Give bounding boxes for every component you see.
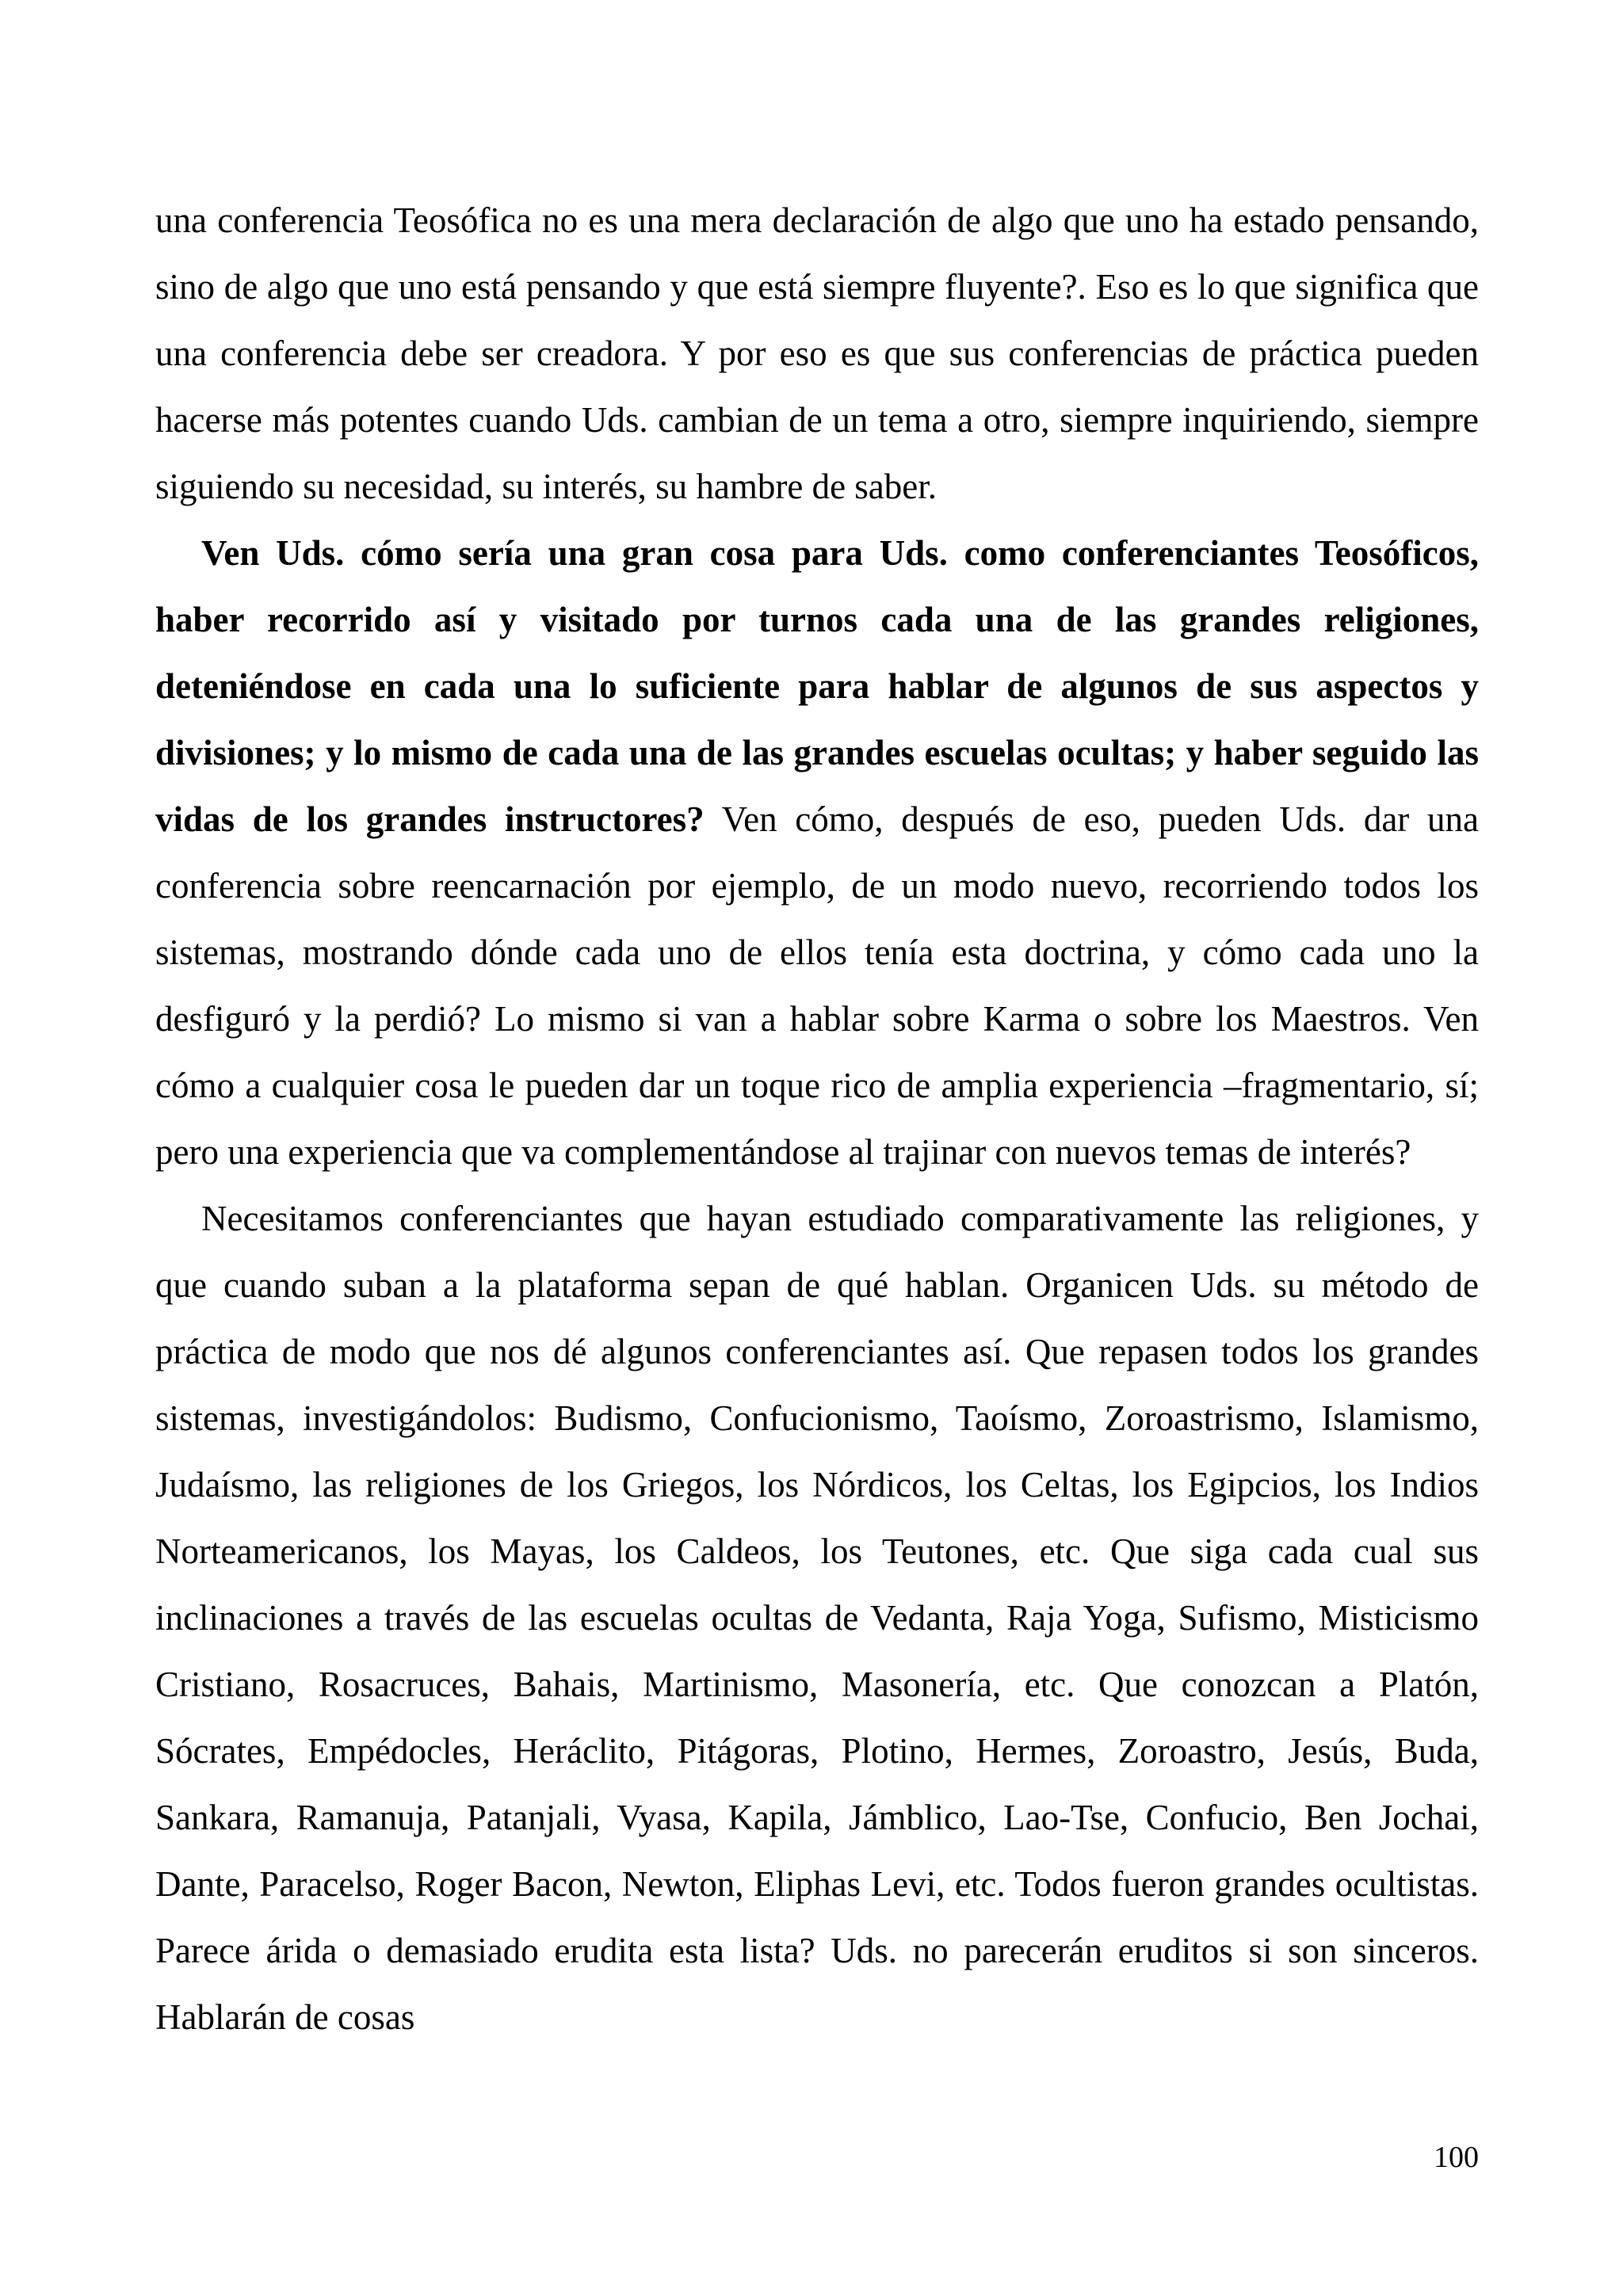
paragraph-2-text: Ven cómo, después de eso, pueden Uds. dar una conferencia sobre reencarnación por ejemplo, de un modo nuevo, recorriendo todos los sistemas, mostrando dónde cada uno de ellos tenía esta doctrina, y cómo cada uno la desfiguró y la perdió? Lo mismo si van a hablar sobre Karma o sobre los Maestros. Ven cómo a cualquier cosa le pueden dar un toque rico de amplia experiencia –fragmentario, sí; pero una experiencia que va complementándose al trajinar con nuevos temas de interés?: [155, 799, 1479, 1172]
paragraph-1: una conferencia Teosófica no es una mera declaración de algo que uno ha estado pensando, sino de algo que uno está pensando y que está siempre fluyente?. Eso es lo que significa que una conferencia debe ser creadora. Y por eso es que sus conferencias de práctica pueden hacerse más potentes cuando Uds. cambian de un tema a otro, siempre inquiriendo, siempre siguiendo su necesidad, su interés, su hambre de saber.: [155, 200, 1479, 506]
paragraph-3: Necesitamos conferenciantes que hayan estudiado comparativamente las religiones, y que cuando suban a la plataforma sepan de qué hablan. Organicen Uds. su método de práctica de modo que nos dé algunos conferenciantes así. Que repasen todos los grandes sistemas, investigándolos: Budismo, Confucionismo, Taoísmo, Zoroastrismo, Islamismo, Judaísmo, las religiones de los Griegos, los Nórdicos, los Celtas, los Egipcios, los Indios Norteamericanos, los Mayas, los Caldeos, los Teutones, etc. Que siga cada cual sus inclinaciones a través de las escuelas ocultas de Vedanta, Raja Yoga, Sufismo, Misticismo Cristiano, Rosacruces, Bahais, Martinismo, Masonería, etc. Que conozcan a Platón, Sócrates, Empédocles, Heráclito, Pitágoras, Plotino, Hermes, Zoroastro, Jesús, Buda, Sankara, Ramanuja, Patanjali, Vyasa, Kapila, Jámblico, Lao-Tse, Confucio, Ben Jochai, Dante, Paracelso, Roger Bacon, Newton, Eliphas Levi, etc. Todos fueron grandes ocultistas. Parece árida o demasiado erudita esta lista? Uds. no parecerán eruditos si son sinceros. Hablarán de cosas: [155, 1199, 1479, 2037]
page-number: 100: [1434, 2141, 1479, 2174]
paragraph-2-bold-text: Ven Uds. cómo sería una gran cosa para Uds. como conferenciantes Teosóficos, haber recorrido así y visitado por turnos cada una de las grandes religiones, deteniéndose en cada una lo suficiente para hablar de algunos de sus aspectos y divisiones; y lo mismo de cada una de las grandes escuelas ocultas; y haber seguido las vidas de los grandes instructores?: [155, 533, 1479, 839]
paragraph-2: [155, 520, 1479, 1185]
body-text: [155, 187, 1479, 2050]
